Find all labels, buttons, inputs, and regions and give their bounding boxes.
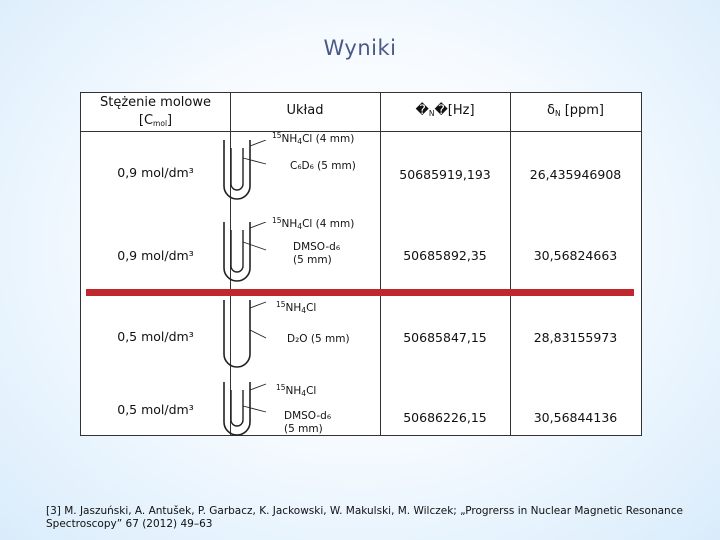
results-table bbox=[80, 92, 642, 436]
tube-1-inner-label: C₆D₆ (5 mm) bbox=[290, 160, 356, 172]
row-2-shift: 30,56824663 bbox=[533, 248, 618, 263]
row-2-frequency: 50685892,35 bbox=[403, 248, 487, 263]
tube-2-outer-label: $^{15}NH_4Cl$ (4 mm) bbox=[272, 216, 355, 231]
header-concentration-line2: $[C_{mol}]$ bbox=[138, 113, 173, 128]
row-3-shift: 28,83155973 bbox=[533, 330, 618, 345]
header-frequency: $�_N�[Hz]$ bbox=[415, 103, 475, 118]
row-4-concentration: 0,5 mol/dm³ bbox=[117, 402, 194, 417]
header-concentration-line1: Stężenie molowe bbox=[100, 95, 211, 110]
reference-citation: [3] M. Jaszuński, A. Antušek, P. Garbacz, K. Jackowski, W. Makulski, M. Wilczek; „Progrerss in Nuclear Magnetic Resonance Spectroscopy” 67 (2012) 49–63 bbox=[46, 505, 683, 530]
header-system: Układ bbox=[286, 103, 324, 118]
tube-4-inner-label: DMSO-d₆ (5 mm) bbox=[284, 410, 332, 435]
row-2-concentration: 0,9 mol/dm³ bbox=[117, 248, 194, 263]
tube-3-outer-label: $^{15}NH_4Cl$ bbox=[276, 300, 317, 315]
row-3-frequency: 50685847,15 bbox=[403, 330, 487, 345]
tube-4-outer-label: $^{15}NH_4Cl$ bbox=[276, 383, 317, 398]
nmr-tube-icon bbox=[218, 222, 268, 286]
slide-title: Wyniki bbox=[323, 36, 397, 60]
nmr-tube-icon bbox=[218, 382, 268, 446]
column-divider bbox=[380, 93, 381, 435]
row-1-frequency: 50685919,193 bbox=[399, 167, 491, 182]
row-1-concentration: 0,9 mol/dm³ bbox=[117, 165, 194, 180]
tube-1-outer-label: $^{15}NH_4Cl$ (4 mm) bbox=[272, 131, 355, 146]
red-divider-bar bbox=[86, 289, 634, 296]
tube-3-inner-label: D₂O (5 mm) bbox=[287, 333, 350, 345]
row-3-concentration: 0,5 mol/dm³ bbox=[117, 329, 194, 344]
row-4-frequency: 50686226,15 bbox=[403, 410, 487, 425]
row-1-shift: 26,435946908 bbox=[529, 167, 622, 182]
tube-2-inner-label: DMSO-d₆ (5 mm) bbox=[293, 241, 341, 266]
row-4-shift: 30,56844136 bbox=[533, 410, 618, 425]
column-divider bbox=[510, 93, 511, 435]
nmr-tube-icon bbox=[218, 140, 268, 204]
nmr-tube-icon bbox=[218, 300, 268, 372]
header-concentration bbox=[81, 94, 230, 133]
header-chemical-shift: $\delta_N$ [ppm] bbox=[546, 103, 605, 118]
